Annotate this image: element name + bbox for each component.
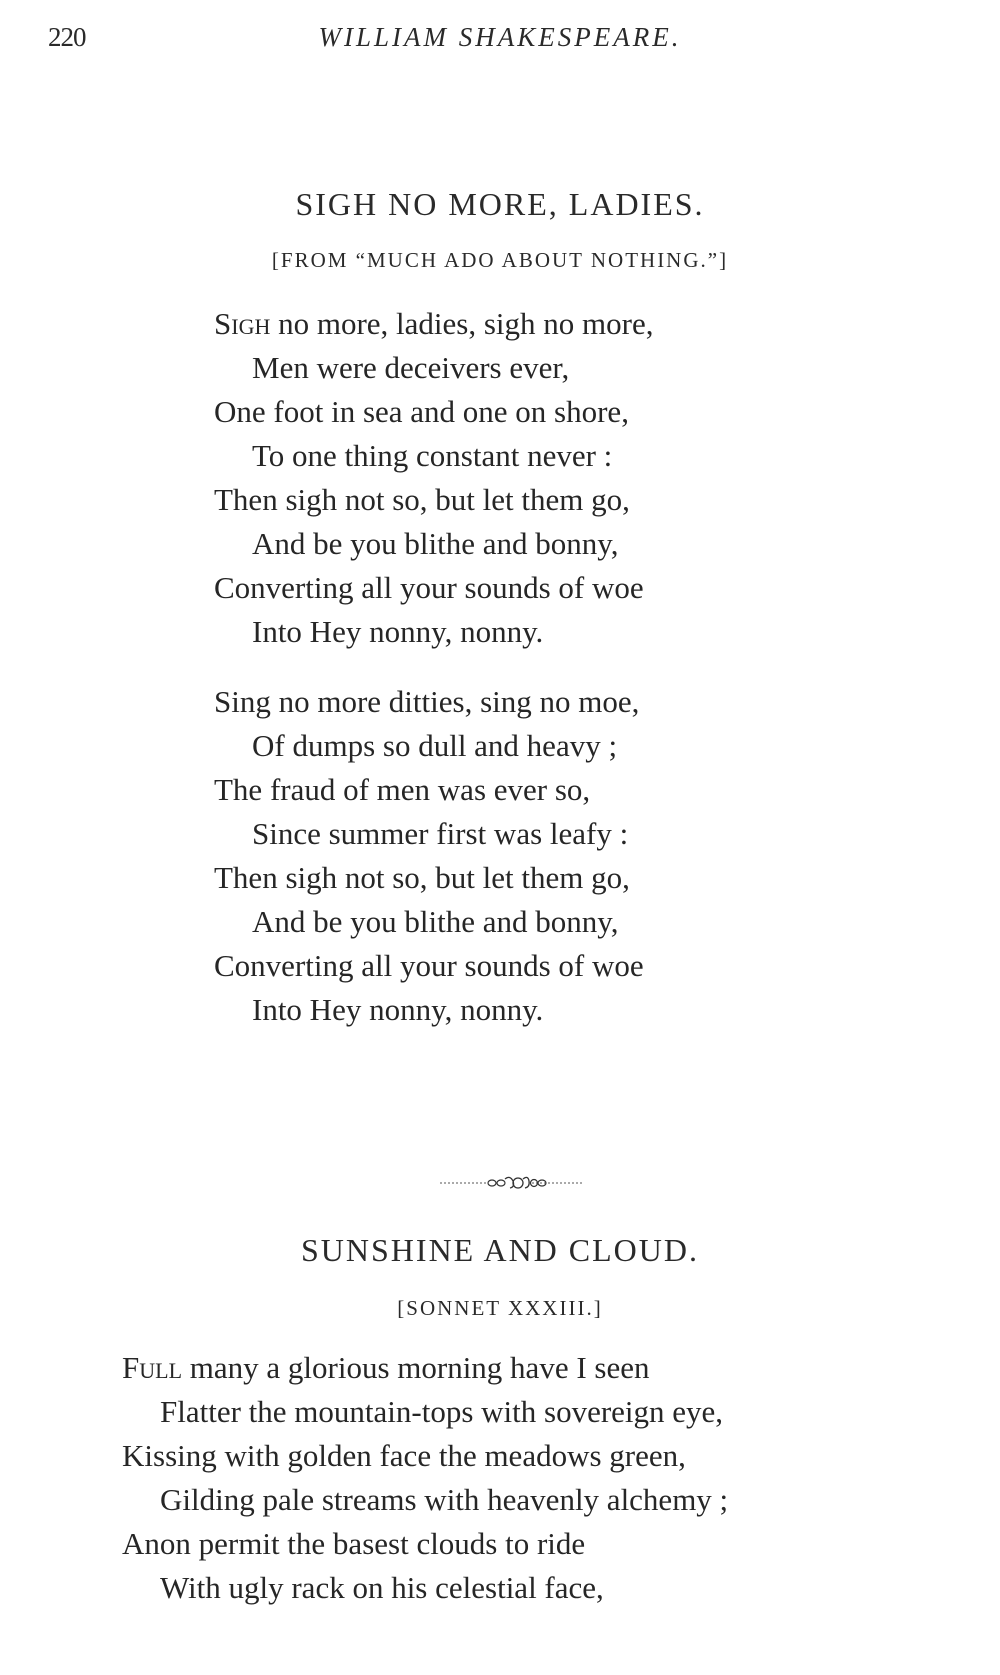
verse-line: Sing no more ditties, sing no moe, (214, 684, 640, 719)
verse-line: Since summer first was leafy : (252, 816, 629, 851)
verse-line (214, 306, 653, 342)
verse-line: Then sigh not so, but let them go, (214, 860, 630, 895)
verse-line: Gilding pale streams with heavenly alchemy ; (160, 1482, 729, 1517)
verse-line: To one thing constant never : (252, 438, 613, 473)
drop-lead: Full (122, 1350, 183, 1385)
verse-line: One foot in sea and one on shore, (214, 394, 629, 429)
poem-source: [FROM “MUCH ADO ABOUT NOTHING.”] (271, 248, 729, 272)
drop-lead: Sigh (214, 306, 271, 341)
poem-source: [SONNET XXXIII.] (397, 1296, 603, 1320)
verse-line: Into Hey nonny, nonny. (252, 992, 544, 1027)
running-head: WILLIAM SHAKESPEARE. (318, 22, 682, 52)
verse-line: The fraud of men was ever so, (214, 772, 591, 807)
poem-title: SIGH NO MORE, LADIES. (295, 186, 705, 222)
verse-line: Of dumps so dull and heavy ; (252, 728, 618, 763)
verse-line: Kissing with golden face the meadows green, (122, 1438, 686, 1473)
verse-line: Men were deceivers ever, (252, 350, 570, 385)
verse-line: And be you blithe and bonny, (252, 526, 619, 561)
verse-line: Flatter the mountain-tops with sovereign eye, (160, 1394, 724, 1429)
verse-line: Converting all your sounds of woe (214, 948, 644, 983)
verse-text: many a glorious morning have I seen (182, 1350, 650, 1385)
verse-line: Anon permit the basest clouds to ride (122, 1526, 586, 1561)
page-number: 220 (48, 22, 86, 52)
verse-line: Then sigh not so, but let them go, (214, 482, 630, 517)
fleuron-divider-icon (0, 1150, 1000, 1178)
verse-line: Into Hey nonny, nonny. (252, 614, 544, 649)
verse-line: With ugly rack on his celestial face, (160, 1570, 604, 1605)
verse-line: And be you blithe and bonny, (252, 904, 619, 939)
verse-line: Converting all your sounds of woe (214, 570, 644, 605)
fleuron-divider-svg (10, 1169, 1000, 1197)
verse-text: no more, ladies, sigh no more, (270, 306, 654, 341)
verse-line (122, 1350, 649, 1386)
poem-title: SUNSHINE AND CLOUD. (300, 1232, 699, 1268)
